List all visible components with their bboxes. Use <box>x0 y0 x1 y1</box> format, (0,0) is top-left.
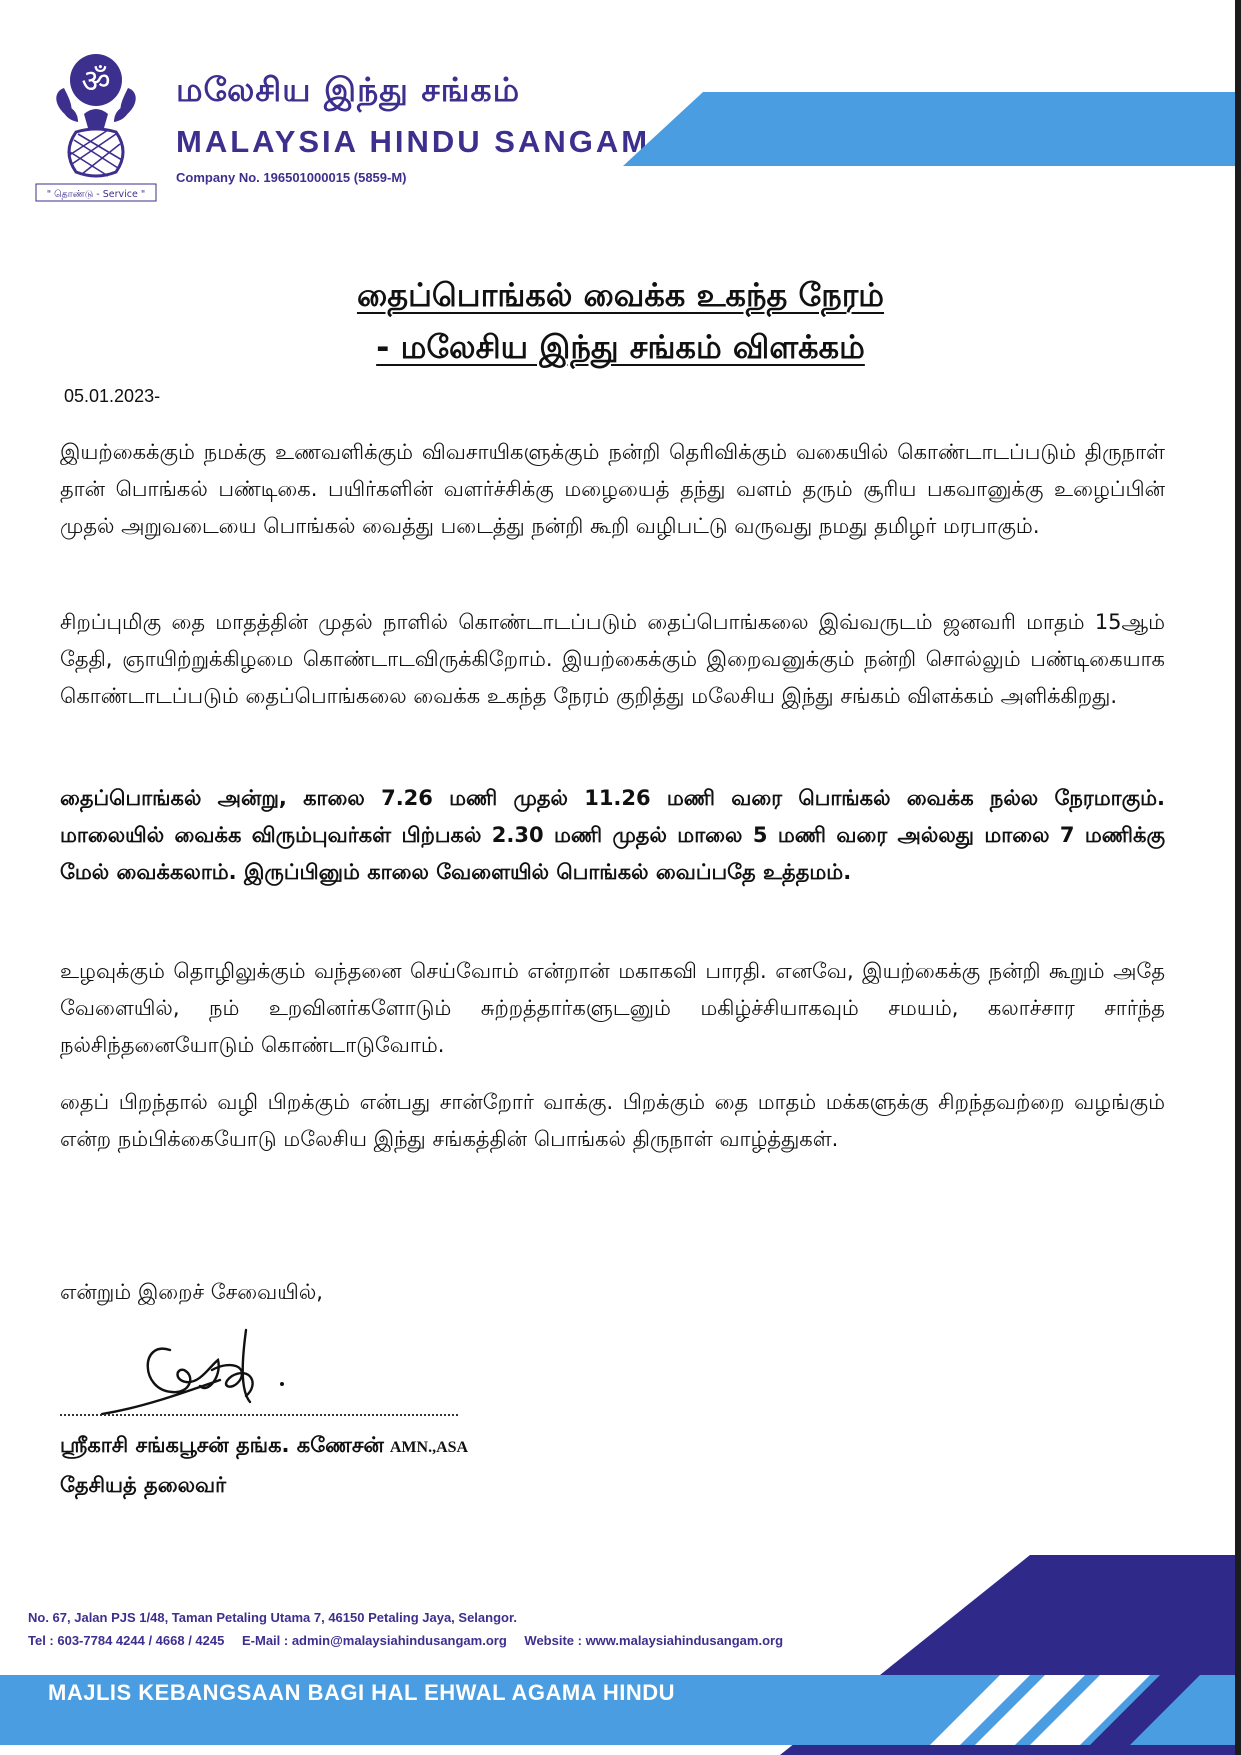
signature-line <box>60 1414 458 1416</box>
document-title-line1 <box>0 276 1241 318</box>
closing-salutation: என்றும் இறைச் சேவையில், <box>60 1280 323 1304</box>
paragraph-3-auspicious-times: தைப்பொங்கல் அன்று, காலை 7.26 மணி முதல் 11.26 மணி வரை பொங்கல் வைக்க நல்ல நேரமாகும். மாலையில் வைக்க விரும்புவர்கள் பிற்பகல் 2.30 மணி முதல் மாலை 5 மணி வரை அல்லது மாலை 7 மணிக்கு மேல் வைக்கலாம். இருப்பினும் காலை வேளையில் பொங்கல் வைப்பதே உத்தமம். <box>60 786 1165 884</box>
logo-om-symbol: ॐ <box>81 62 111 100</box>
signer-name: ஸ்ரீகாசி சங்கபூசன் தங்க. கணேசன் <box>60 1433 384 1457</box>
document-date: 05.01.2023- <box>64 386 161 406</box>
footer-website[interactable]: Website : www.malaysiahindusangam.org <box>524 1633 784 1648</box>
handwritten-signature <box>100 1310 300 1420</box>
company-number: Company No. 196501000015 (5859-M) <box>176 170 407 185</box>
footer-banner-art <box>0 1555 1235 1755</box>
signer-name-line <box>60 1433 468 1460</box>
page-edge <box>1235 0 1241 1755</box>
logo-kalasam-pot <box>68 129 123 176</box>
footer-contact <box>28 1633 797 1648</box>
logo-motto-text: " தொண்டு - Service " <box>46 189 146 200</box>
document-title-line2 <box>0 328 1241 370</box>
title-line2-text: - மலேசிய இந்து சங்கம் விளக்கம் <box>376 328 865 366</box>
signer-postnominal: AMN.,ASA <box>389 1439 469 1456</box>
footer-tel: Tel : 603-7784 4244 / 4668 / 4245 <box>28 1633 225 1648</box>
paragraph-2: சிறப்புமிகு தை மாதத்தின் முதல் நாளில் கொண்டாடப்படும் தைப்பொங்கலை இவ்வருடம் ஜனவரி மாதம் 15ஆம் தேதி, ஞாயிற்றுக்கிழமை கொண்டாடவிருக்கிறோம். இயற்கைக்கும் இறைவனுக்கும் நன்றி சொல்லும் பண்டிகையாக கொண்டாடப்படும் தைப்பொங்கலை வைக்க உகந்த நேரம் குறித்து மலேசிய இந்து சங்கம் விளக்கம் அளிக்கிறது. <box>60 610 1165 708</box>
footer-council-name: MAJLIS KEBANGSAAN BAGI HAL EHWAL AGAMA HINDU <box>48 1680 676 1705</box>
footer-email[interactable]: E-Mail : admin@malaysiahindusangam.org <box>241 1633 507 1648</box>
org-name-english: MALAYSIA HINDU SANGAM <box>176 124 651 159</box>
signer-title: தேசியத் தலைவர் <box>60 1473 227 1497</box>
paragraph-5: தைப் பிறந்தால் வழி பிறக்கும் என்பது சான்றோர் வாக்கு. பிறக்கும் தை மாதம் மக்களுக்கு சிறந்தவற்றை வழங்கும் என்ற நம்பிக்கையோடு மலேசிய இந்து சங்கத்தின் பொங்கல் திருநாள் வாழ்த்துகள். <box>60 1090 1165 1151</box>
paragraph-4: உழவுக்கும் தொழிலுக்கும் வந்தனை செய்வோம் என்றான் மகாகவி பாரதி. எனவே, இயற்கைக்கு நன்றி கூறும் அதே வேளையில், நம் உறவினர்களோடும் சுற்றத்தார்களுடனும் மகிழ்ச்சியாகவும் சமயம், கலாச்சார சார்ந்த நல்சிந்தனையோடும் கொண்டாடுவோம். <box>60 959 1165 1057</box>
paragraph-1: இயற்கைக்கும் நமக்கு உணவளிக்கும் விவசாயிகளுக்கும் நன்றி தெரிவிக்கும் வகையில் கொண்டாடப்படும் திருநாள் தான் பொங்கல் பண்டிகை. பயிர்களின் வளர்ச்சிக்கு மழையைத் தந்து வளம் தரும் சூரிய பகவானுக்கு உழைப்பின் முதல் அறுவடையை பொங்கல் வைத்து படைத்து நன்றி கூறி வழிபட்டு வருவது நமது தமிழர் மரபாகும். <box>60 440 1165 538</box>
malaysia-hindu-sangam-logo <box>34 48 158 204</box>
footer-address: No. 67, Jalan PJS 1/48, Taman Petaling Utama 7, 46150 Petaling Jaya, Selangor. <box>28 1610 517 1625</box>
title-line1-text: தைப்பொங்கல் வைக்க உகந்த நேரம் <box>356 276 885 314</box>
logo-coconut <box>84 109 108 128</box>
header-blue-banner <box>623 92 1235 166</box>
org-name-tamil: மலேசிய இந்து சங்கம் <box>176 70 521 109</box>
